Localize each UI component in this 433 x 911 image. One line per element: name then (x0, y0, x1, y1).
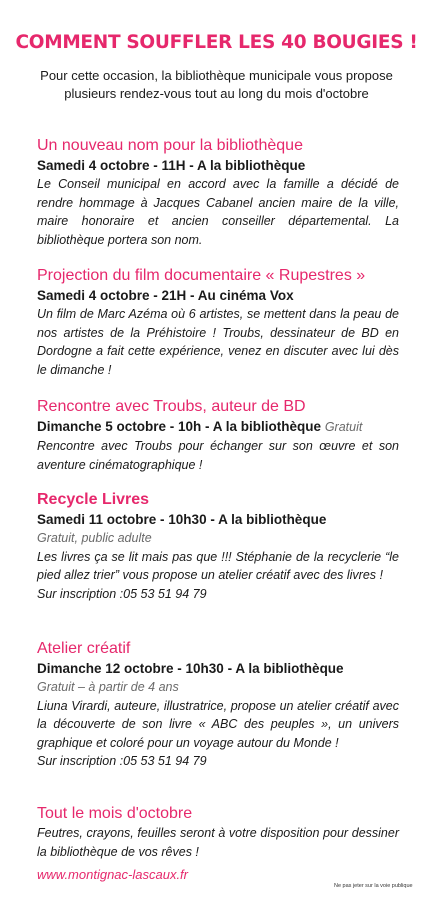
event-date: Samedi 4 octobre - 11H - A la bibliothèque (37, 158, 306, 173)
website-link[interactable]: www.montignac-lascaux.fr (37, 867, 188, 882)
event-price: Gratuit (324, 420, 363, 434)
disposal-notice: Ne pas jeter sur la voie publique (334, 883, 413, 889)
event-title: Tout le mois d'octobre (37, 805, 193, 822)
event-description: Feutres, crayons, feuilles seront à votre disposition pour dessiner la bibliothèque de vos rêves ! (37, 826, 399, 859)
event-description: Le Conseil municipal en accord avec la famille a décidé de rendre hommage à Jacques Cabanel ancien maire de la ville, maire honoraire et ancien conseiller départemental. La bibliothèque portera son nom. (37, 177, 399, 247)
event-audience: Gratuit, public adulte (37, 531, 152, 545)
event-all-month (37, 804, 399, 861)
event-description: Liuna Virardi, auteure, illustratrice, propose un atelier créatif avec la découverte de son livre « ABC des peuples », un univers graphique et coloré pour un voyage autour du Monde ! (37, 698, 399, 750)
event-audience: Gratuit – à partir de 4 ans (37, 680, 179, 694)
event-renaming (37, 136, 399, 249)
event-troubs-meeting (37, 397, 399, 474)
event-title: Atelier créatif (37, 640, 131, 657)
event-date: Dimanche 12 octobre - 10h30 - A la bibliothèque (37, 661, 344, 676)
event-registration: Sur inscription :05 53 51 94 79 (37, 754, 207, 768)
event-recycle-books (37, 490, 399, 603)
event-date: Samedi 4 octobre - 21H - Au cinéma Vox (37, 288, 294, 303)
intro-text: Pour cette occasion, la bibliothèque municipale vous propose plusieurs rendez-vous tout au long du mois d'octobre (40, 68, 393, 101)
page-title: COMMENT SOUFFLER LES 40 BOUGIES ! (15, 32, 418, 53)
event-description: Rencontre avec Troubs pour échanger sur son œuvre et son aventure cinématographique ! (37, 439, 399, 472)
event-date-line (37, 417, 399, 437)
event-registration: Sur inscription :05 53 51 94 79 (37, 586, 207, 601)
event-title: Rencontre avec Troubs, auteur de BD (37, 398, 306, 415)
event-title: Projection du film documentaire « Rupestres » (37, 267, 366, 284)
event-title: Un nouveau nom pour la bibliothèque (37, 137, 303, 154)
event-description: Les livres ça se lit mais pas que !!! Stéphanie de la recyclerie “le pied allez trier” vous propose un atelier créatif avec des livres ! (37, 549, 399, 582)
event-creative-workshop (37, 639, 399, 771)
event-title: Recycle Livres (37, 491, 150, 508)
event-description: Un film de Marc Azéma où 6 artistes, se mettent dans la peau de nos artistes de la Préhistoire ! Troubs, dessinateur de BD en Dordogne a fait cette expérience, venez en discuter avec lui dès le dimanche ! (37, 307, 399, 377)
event-date: Samedi 11 octobre - 10h30 - A la bibliothèque (37, 512, 327, 527)
event-film-screening (37, 266, 399, 379)
event-date: Dimanche 5 octobre - 10h - A la bibliothèque (37, 419, 322, 434)
